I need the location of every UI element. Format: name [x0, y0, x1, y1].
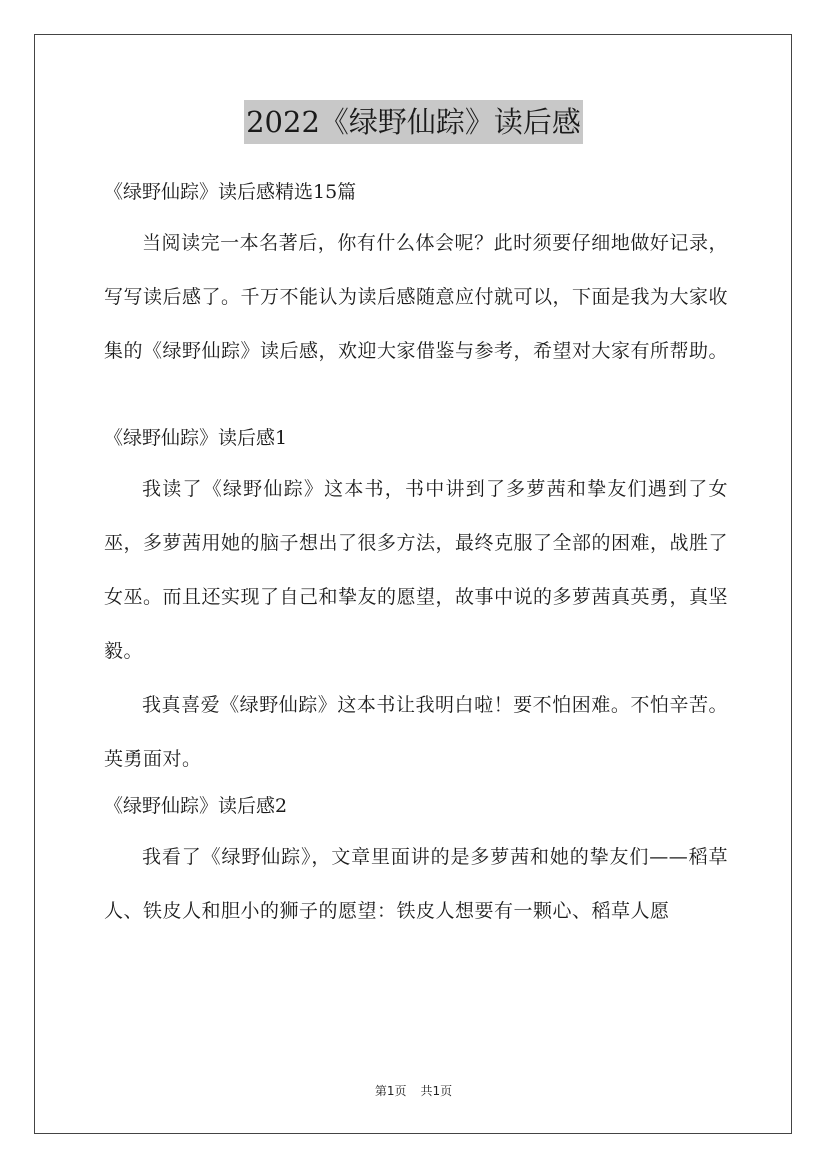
section-1-paragraph-1: 我读了《绿野仙踪》这本书，书中讲到了多萝茜和挚友们遇到了女巫，多萝茜用她的脑子想出了很多方法，最终克服了全部的困难，战胜了女巫。而且还实现了自己和挚友的愿望，故事中说的多萝茜真英勇，真坚毅。	[104, 478, 729, 662]
title-container	[0, 100, 827, 144]
page-number-total: 共1页	[420, 1084, 453, 1098]
page-number-current: 第1页	[374, 1084, 407, 1098]
section-2-paragraph-1: 我看了《绿野仙踪》，文章里面讲的是多萝茜和她的挚友们——稻草人、铁皮人和胆小的狮子的愿望：铁皮人想要有一颗心、稻草人愿	[104, 846, 728, 922]
document-subtitle: 《绿野仙踪》读后感精选15篇	[104, 181, 357, 203]
document-title: 2022《绿野仙踪》读后感	[244, 100, 583, 144]
section-heading-1: 《绿野仙踪》读后感1	[104, 427, 288, 449]
section-heading-2: 《绿野仙踪》读后感2	[104, 795, 288, 817]
intro-paragraph: 当阅读完一本名著后，你有什么体会呢？此时须要仔细地做好记录，写写读后感了。千万不能认为读后感随意应付就可以，下面是我为大家收集的《绿野仙踪》读后感，欢迎大家借鉴与参考，希望对大家有所帮助。	[104, 232, 729, 362]
page-footer	[0, 1082, 827, 1099]
section-1-paragraph-2: 我真喜爱《绿野仙踪》这本书让我明白啦！要不怕困难。不怕辛苦。英勇面对。	[104, 694, 728, 770]
document-body	[104, 172, 728, 938]
